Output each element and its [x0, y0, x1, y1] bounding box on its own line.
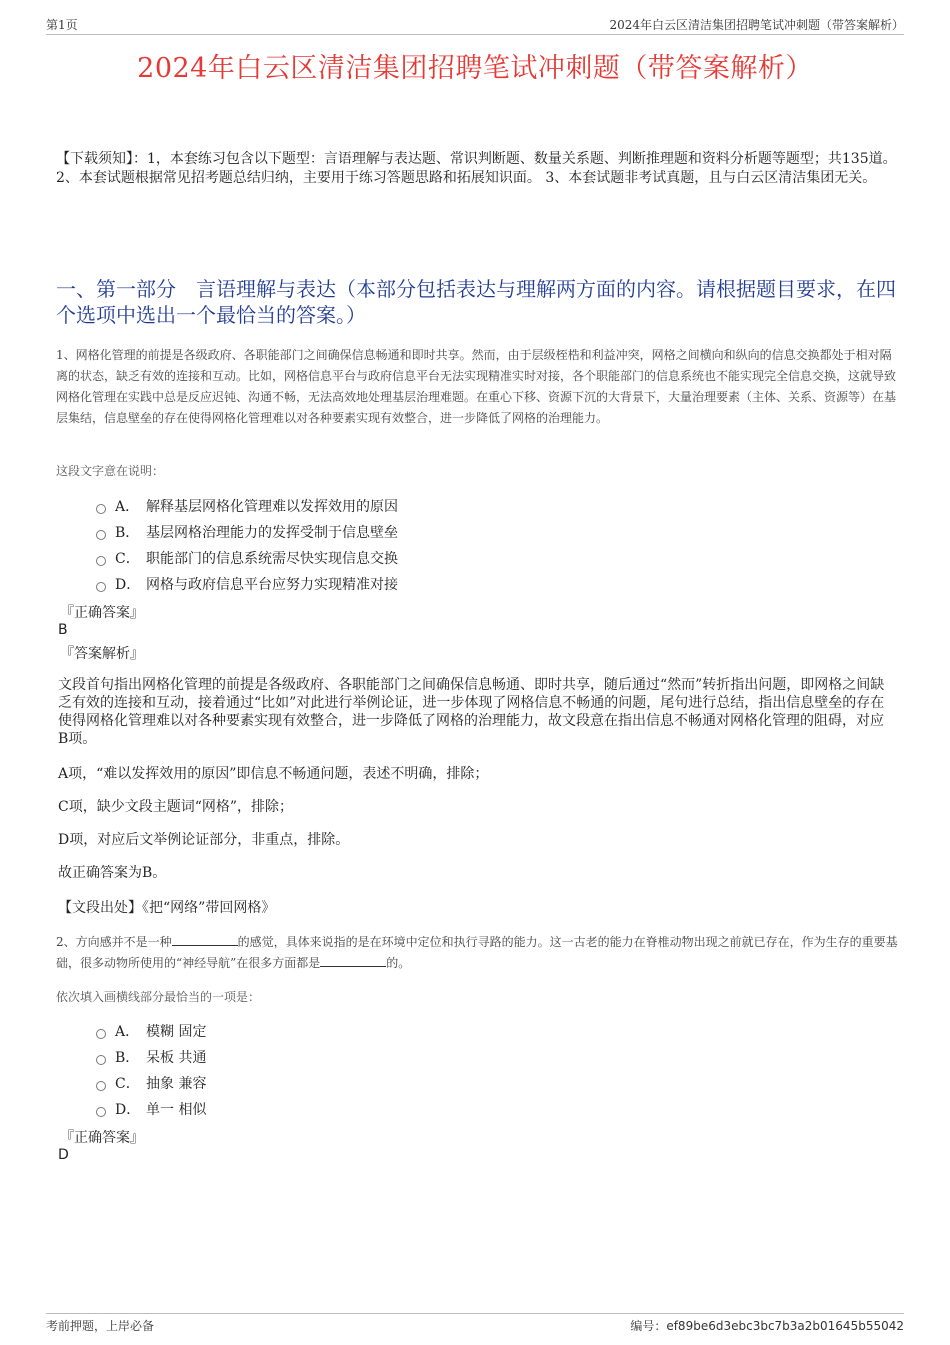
radio-icon[interactable]: [96, 530, 106, 540]
radio-icon[interactable]: [96, 1107, 106, 1117]
analysis-paragraph: A项，“难以发挥效用的原因”即信息不畅通问题，表述不明确，排除；: [58, 766, 489, 782]
footer-slogan: 考前押题，上岸必备: [46, 1319, 155, 1333]
section-title: 一、第一部分 言语理解与表达（本部分包括表达与理解两方面的内容。请根据题目要求，在四个选项中选出一个最恰当的答案。）: [56, 277, 896, 327]
page-number: 第1页: [46, 18, 78, 32]
document-code: 编号：ef89be6d3ebc3bc7b3a2b01645b55042: [630, 1319, 904, 1333]
page-header: [46, 14, 904, 35]
analysis-paragraph: D项，对应后文举例论证部分，非重点，排除。: [58, 832, 350, 848]
header-doc-title: 2024年白云区清洁集团招聘笔试冲刺题（带答案解析）: [609, 18, 904, 32]
option-text: 基层网格治理能力的发挥受制于信息壁垒: [146, 525, 398, 541]
analysis-paragraph: C项，缺少文段主题词“网格”，排除；: [58, 799, 294, 815]
source-citation: 【文段出处】《把“网络”带回网格》: [58, 900, 276, 916]
option-text: 解释基层网格化管理难以发挥效用的原因: [146, 499, 398, 515]
correct-answer: D: [58, 1147, 69, 1163]
download-notice: 【下载须知】：1，本套练习包含以下题型：言语理解与表达题、常识判断题、数量关系题、判断推理题和资料分析题等题型；共135道。 2、本套试题根据常见招考题总结归纳，主要用于练习答题思路和拓展知识面。 3、本套试题非考试真题，且与白云区清洁集团无关。: [56, 151, 897, 186]
radio-icon[interactable]: [96, 556, 106, 566]
question-1-options: [96, 493, 398, 597]
option-d[interactable]: D． 网格与政府信息平台应努力实现精准对接: [96, 571, 398, 597]
option-d[interactable]: D． 单一 相似: [96, 1096, 206, 1122]
question-2-stem: 2、方向感并不是一种 的感觉，具体来说指的是在环境中定位和执行寻路的能力。这一古老的能力在脊椎动物出现之前就已存在，作为生存的重要基础，很多动物所使用的“神经导航”在很多方面都是 的。: [56, 935, 898, 970]
option-c[interactable]: C． 抽象 兼容: [96, 1070, 206, 1096]
option-b[interactable]: B． 呆板 共通: [96, 1044, 206, 1070]
analysis-conclusion: 故正确答案为B。: [58, 865, 167, 881]
radio-icon[interactable]: [96, 582, 106, 592]
option-c[interactable]: C． 职能部门的信息系统需尽快实现信息交换: [96, 545, 398, 571]
question-2-options: [96, 1018, 206, 1122]
radio-icon[interactable]: [96, 1081, 106, 1091]
correct-answer: B: [58, 622, 68, 638]
option-text: 模糊 固定: [146, 1024, 207, 1040]
option-text: 网格与政府信息平台应努力实现精准对接: [146, 577, 398, 593]
option-a[interactable]: A． 模糊 固定: [96, 1018, 206, 1044]
analysis-label: 『答案解析』: [60, 646, 144, 662]
question-2-prompt: 依次填入画横线部分最恰当的一项是：: [56, 990, 261, 1004]
option-text: 单一 相似: [146, 1102, 207, 1118]
fill-blank: [320, 954, 386, 967]
option-text: 呆板 共通: [146, 1050, 207, 1066]
option-text: 抽象 兼容: [146, 1076, 207, 1092]
question-1-stem: 1、网格化管理的前提是各级政府、各职能部门之间确保信息畅通和即时共享。然而，由于层级桎梏和利益冲突，网格之间横向和纵向的信息交换都处于相对隔离的状态，缺乏有效的连接和互动。比如，网格信息平台与政府信息平台无法实现精准实时对接，各个职能部门的信息系统也不能实现完全信息交换，这就导致网格化管理在实践中总是反应迟钝、沟通不畅，无法高效地处理基层治理难题。在重心下移、资源下沉的大背景下，大量治理要素（主体、关系、资源等）在基层集结，信息壁垒的存在使得网格化管理难以对各种要素实现有效整合，进一步降低了网格的治理能力。: [56, 348, 897, 425]
radio-icon[interactable]: [96, 1055, 106, 1065]
question-1-prompt: 这段文字意在说明：: [56, 464, 165, 478]
document-title: 2024年白云区清洁集团招聘笔试冲刺题（带答案解析）: [137, 53, 813, 84]
correct-answer-label: 『正确答案』: [60, 1130, 144, 1146]
analysis-paragraph: 文段首句指出网格化管理的前提是各级政府、各职能部门之间确保信息畅通、即时共享，随后通过“然而”转折指出问题，即网格之间缺乏有效的连接和互动，接着通过“比如”对此进行举例论证，进一步体现了网格信息不畅通的问题，尾句进行总结，指出信息壁垒的存在使得网格化管理难以对各种要素实现有效整合，进一步降低了网格的治理能力，故文段意在指出信息不畅通对网格化管理的阻碍，对应B项。: [58, 677, 885, 747]
radio-icon[interactable]: [96, 1029, 106, 1039]
option-a[interactable]: A． 解释基层网格化管理难以发挥效用的原因: [96, 493, 398, 519]
radio-icon[interactable]: [96, 504, 106, 514]
option-text: 职能部门的信息系统需尽快实现信息交换: [146, 551, 398, 567]
option-b[interactable]: B． 基层网格治理能力的发挥受制于信息壁垒: [96, 519, 398, 545]
page-footer: [46, 1313, 904, 1336]
fill-blank: [172, 933, 238, 946]
correct-answer-label: 『正确答案』: [60, 605, 144, 621]
